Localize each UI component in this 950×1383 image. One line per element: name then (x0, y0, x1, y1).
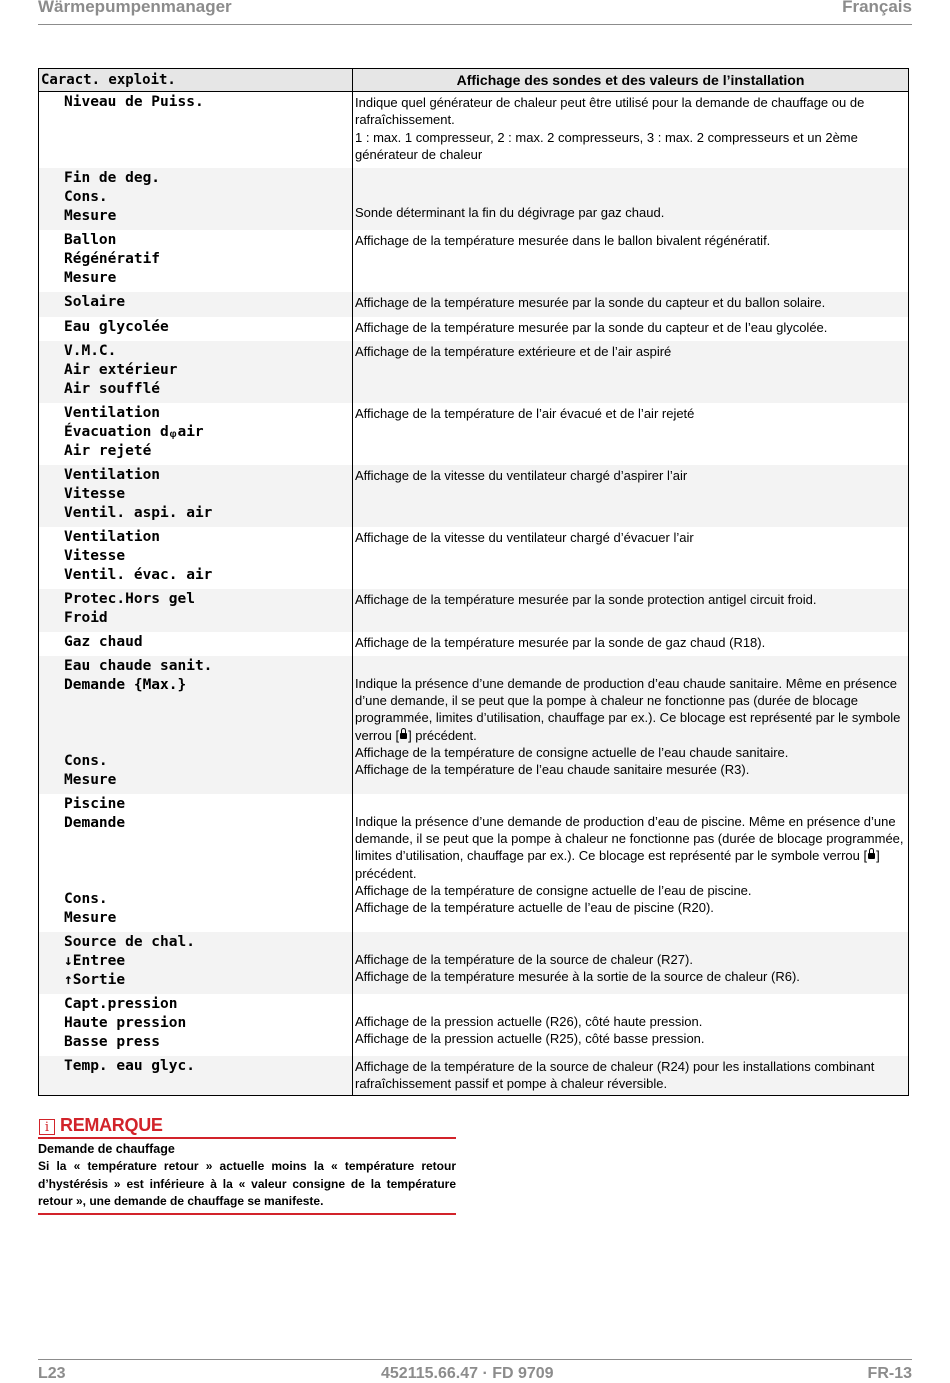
row-value: Affichage de la température extérieure et de l’air aspiré (353, 341, 909, 403)
table-row (39, 656, 909, 794)
row-value: Indique la présence d’une demande de production d’eau chaude sanitaire. Même en présence d’une demande, il se peut que la pompe à chaleur ne fonctionne pas (durée de blocage programmée, limites d’utilisation, chauffage par ex.). Ce blocage est représenté par le symbole verrou [ ] précédent. Affichage de la température de consigne actuelle de l’eau chaude sanitaire. Affichage de la température de l’eau chaude sanitaire mesurée (R3). (353, 656, 909, 794)
row-value: Indique quel générateur de chaleur peut être utilisé pour la demande de chauffage ou de rafraîchissement. 1 : max. 1 compresseur, 2 : max. 2 compresseurs, 3 : max. 2 compresseurs et un 2ème générateur de chaleur (355, 95, 865, 162)
footer-section: L23 (38, 1365, 66, 1382)
row-value: Affichage de la température de la source de chaleur (R24) pour les installations combinant rafraîchissement passif et pompe à chaleur réversible. (353, 1056, 909, 1096)
language-label: Français (842, 0, 912, 16)
table-row (39, 465, 909, 527)
row-key: Source de chal. ↓Entree ↑Sortie (39, 932, 353, 994)
row-value: Affichage de la température mesurée par la sonde protection antigel circuit froid. (353, 589, 909, 632)
page-header (38, 0, 912, 25)
row-key: Temp. eau glyc. (39, 1056, 353, 1096)
row-value: Sonde déterminant la fin du dégivrage par gaz chaud. (353, 168, 909, 230)
column-header-operating-data: Caract. exploit. (39, 69, 353, 92)
row-value: Affichage de la pression actuelle (R26), côté haute pression. Affichage de la pression actuelle (R25), côté basse pression. (355, 1013, 705, 1047)
row-value: Affichage de la vitesse du ventilateur chargé d’aspirer l’air (353, 465, 909, 527)
row-key: Ventilation Évacuation dᵩair Air rejeté (39, 403, 353, 465)
row-key: Eau chaude sanit. Demande {Max.} Cons. Mesure (39, 656, 353, 794)
document-title: Wärmepumpenmanager (38, 0, 232, 16)
note-body: Si la « température retour » actuelle moins la « température retour d’hystérésis » est inférieure à la « valeur consigne de la température retour », une demande de chauffage se manifeste. (38, 1158, 456, 1215)
note-box (38, 1116, 456, 1215)
table-row (39, 317, 909, 341)
row-key: Eau glycolée (39, 317, 353, 341)
row-value: Affichage de la température mesurée dans le ballon bivalent régénératif. (355, 232, 771, 248)
column-header-display: Affichage des sondes et des valeurs de l’installation (353, 69, 909, 92)
info-icon: i (39, 1119, 55, 1135)
row-key: Ballon Régénératif Mesure (39, 230, 353, 292)
footer-page-number: FR-13 (867, 1365, 912, 1382)
table-row (39, 1056, 909, 1096)
table-row (39, 632, 909, 656)
row-key: Fin de deg. Cons. Mesure (39, 168, 353, 230)
row-key: Piscine Demande Cons. Mesure (39, 794, 353, 932)
table-row (39, 932, 909, 994)
row-value: Affichage de la température mesurée par la sonde du capteur et de l’eau glycolée. (355, 319, 828, 335)
table-row (39, 230, 909, 292)
row-key: Ventilation Vitesse Ventil. aspi. air (39, 465, 353, 527)
row-value: Affichage de la température mesurée par la sonde de gaz chaud (R18). (355, 634, 766, 650)
table-row (39, 994, 909, 1056)
lock-icon (400, 733, 407, 739)
table-row (39, 527, 909, 589)
page-footer (38, 1359, 912, 1383)
table-row (39, 168, 909, 230)
row-key: Protec.Hors gel Froid (39, 589, 353, 632)
row-key: Capt.pression Haute pression Basse press (39, 994, 353, 1056)
lock-icon (868, 853, 875, 859)
row-value: Affichage de la température de l’air évacué et de l’air rejeté (355, 405, 695, 421)
row-key: V.M.C. Air extérieur Air soufflé (39, 341, 353, 403)
row-value: Affichage de la température mesurée par la sonde du capteur et du ballon solaire. (353, 292, 909, 317)
row-key: Niveau de Puiss. (39, 92, 353, 168)
table-row (39, 794, 909, 932)
row-value: Indique la présence d’une demande de production d’eau de piscine. Même en présence d’une demande, il se peut que la pompe à chaleur ne fonctionne pas (durée de blocage programmée, limites d’utilisation, chauffage par ex.). Ce blocage est représenté par le symbole verrou [ ] précédent. Affichage de la température de consigne actuelle de l’eau de piscine. Affichage de la température actuelle de l’eau de piscine (R20). (355, 813, 904, 916)
table-row (39, 92, 909, 168)
footer-doc-number: 452115.66.47 · FD 9709 (381, 1365, 554, 1382)
sensor-table (38, 68, 909, 1096)
table-row (39, 589, 909, 632)
table-row (39, 341, 909, 403)
note-title-row (38, 1116, 456, 1139)
note-title: REMARQUE (60, 1115, 163, 1135)
table-header-row (39, 69, 909, 92)
row-key: Solaire (39, 292, 353, 317)
table-row (39, 292, 909, 317)
row-key: Ventilation Vitesse Ventil. évac. air (39, 527, 353, 589)
table-row (39, 403, 909, 465)
row-value: Affichage de la température de la source de chaleur (R27). Affichage de la température mesurée à la sortie de la source de chaleur (R6). (353, 932, 909, 994)
note-subtitle: Demande de chauffage (38, 1142, 175, 1156)
row-key: Gaz chaud (39, 632, 353, 656)
row-value: Affichage de la vitesse du ventilateur chargé d’évacuer l’air (355, 529, 694, 545)
